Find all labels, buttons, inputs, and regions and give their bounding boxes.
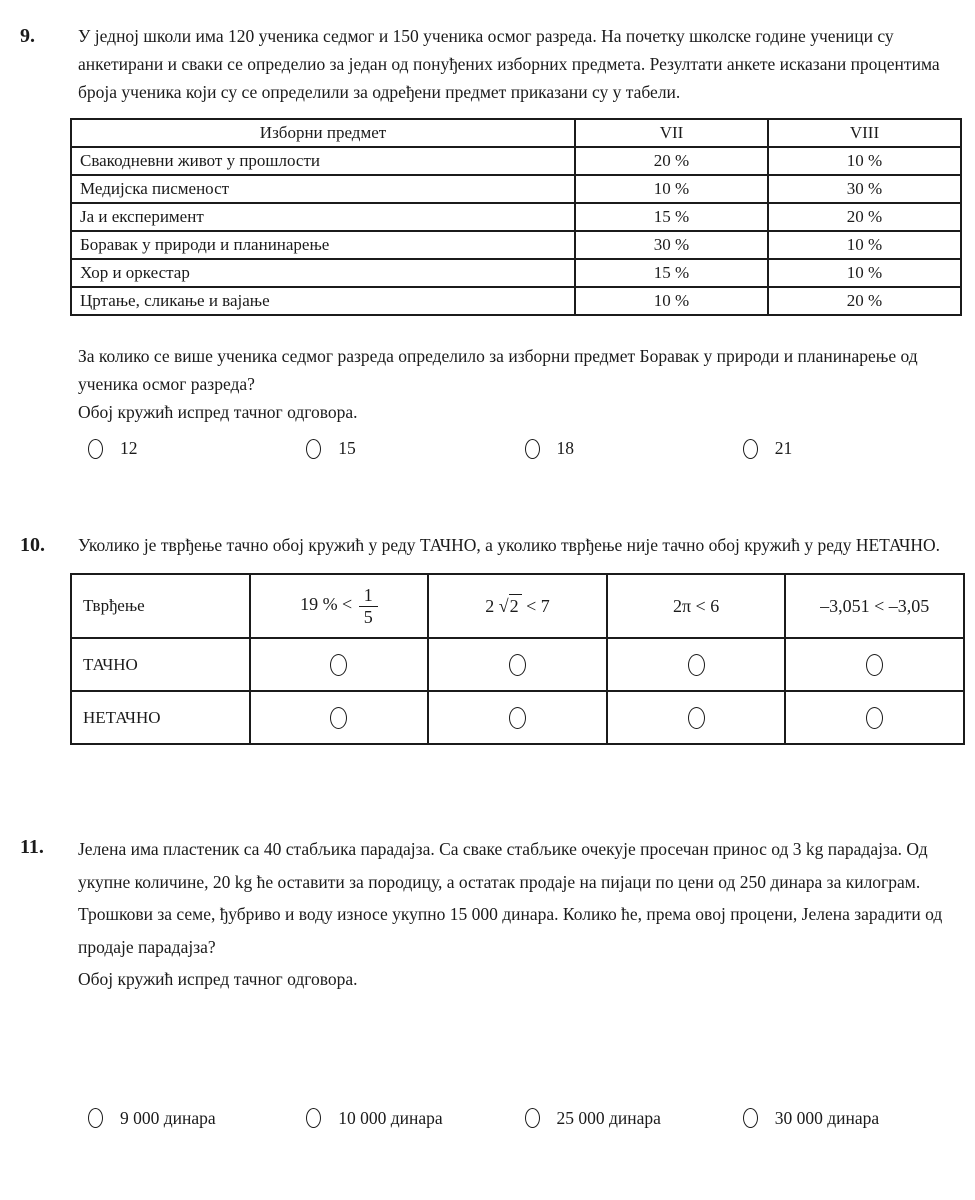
question-9	[0, 22, 975, 459]
question-11-number: 11.	[20, 836, 44, 858]
question-10	[0, 531, 975, 745]
claim-radio-false-4[interactable]	[866, 707, 883, 729]
question-9-option-4[interactable]	[743, 438, 961, 459]
option-label: 30 000 динара	[774, 1107, 880, 1128]
claims-corner-label: Тврђење	[71, 574, 250, 638]
question-9-prompt: За колико се више ученика седмог разреда определило за изборни предмет Боравак у природи и планинарење од ученика осмог разреда?	[78, 346, 918, 394]
claim-cell-true-4	[785, 638, 964, 691]
subjects-table-row	[71, 175, 961, 203]
claim-cell-false-4	[785, 691, 964, 744]
option-label: 12	[120, 438, 138, 458]
claims-true-row	[71, 638, 964, 691]
claim-cell-false-1	[250, 691, 429, 744]
claim-radio-true-4[interactable]	[866, 654, 883, 676]
subjects-header-grade7: VII	[575, 119, 768, 147]
grade7-percent: 10 %	[575, 175, 768, 203]
grade8-percent: 10 %	[768, 259, 961, 287]
question-9-text: У једној школи има 120 ученика седмог и 150 ученика осмог разреда. На почетку школске године ученици су анкетирани и сваки се определио за један од понуђених изборних предмета. Резултати анкете исказани процентима броја ученика који су се определили за одређени предмет приказани су у табели.	[78, 26, 940, 102]
option-label: 15	[338, 438, 356, 458]
grade7-percent: 20 %	[575, 147, 768, 175]
subject-name: Ја и експеримент	[71, 203, 575, 231]
grade7-percent: 30 %	[575, 231, 768, 259]
claim-statement-3: 2π < 6	[607, 574, 786, 638]
question-11-option-4[interactable]	[743, 1108, 961, 1129]
option-label: 21	[774, 438, 793, 458]
claim-cell-true-3	[607, 638, 786, 691]
row-label-netacno: НЕТАЧНО	[71, 691, 250, 744]
subject-name: Медијска писменост	[71, 175, 575, 203]
claims-false-row	[71, 691, 964, 744]
option-label: 18	[556, 438, 574, 458]
question-9-instruction: Обој кружић испред тачног одговора.	[78, 402, 358, 422]
claim-cell-true-2	[428, 638, 607, 691]
claim-statement-2: 2 √2 < 7	[428, 574, 607, 638]
claims-header-row	[71, 574, 964, 638]
subject-name: Боравак у природи и планинарење	[71, 231, 575, 259]
subject-name: Цртање, сликање и вајање	[71, 287, 575, 315]
fraction	[359, 585, 378, 626]
radicand: 2	[509, 594, 522, 616]
claim-cell-false-2	[428, 691, 607, 744]
claim-cell-false-3	[607, 691, 786, 744]
subject-name: Хор и оркестар	[71, 259, 575, 287]
question-11-option-1[interactable]	[88, 1108, 306, 1129]
question-11-option-2[interactable]	[306, 1108, 524, 1129]
question-9-option-2[interactable]	[306, 438, 524, 459]
claim-radio-true-3[interactable]	[688, 654, 705, 676]
radio-circle[interactable]	[88, 1108, 103, 1128]
question-11-text: Јелена има пластеник са 40 стабљика парадајза. Са сваке стабљике очекује просечан принос од 3 kg парадајза. Од укупне количине, 20 kg ће оставити за породицу, а остатак продаје на пијаци по цени од 250 динара за килограм. Трошкови за семе, ђубриво и воду износе укупно 15 000 динара. Колико ће, према овој процени, Јелена зарадити од продаје парадајза?	[78, 839, 943, 957]
fraction-numerator: 1	[359, 585, 378, 606]
option-label: 25 000 динара	[556, 1107, 661, 1128]
grade8-percent: 10 %	[768, 231, 961, 259]
grade8-percent: 10 %	[768, 147, 961, 175]
subjects-table-row	[71, 231, 961, 259]
grade7-percent: 15 %	[575, 203, 768, 231]
claim-radio-false-2[interactable]	[509, 707, 526, 729]
radio-circle[interactable]	[525, 1108, 540, 1128]
grade8-percent: 20 %	[768, 287, 961, 315]
subjects-header-subject: Изборни предмет	[71, 119, 575, 147]
grade7-percent: 15 %	[575, 259, 768, 287]
fraction-denominator: 5	[363, 606, 373, 627]
square-root: √2	[499, 594, 522, 616]
grade7-percent: 10 %	[575, 287, 768, 315]
radio-circle[interactable]	[88, 439, 103, 459]
option-label: 9 000 динара	[120, 1107, 216, 1128]
question-9-option-1[interactable]	[88, 438, 306, 459]
claim-radio-false-3[interactable]	[688, 707, 705, 729]
question-11-option-3[interactable]	[525, 1108, 743, 1129]
grade8-percent: 30 %	[768, 175, 961, 203]
claim-radio-false-1[interactable]	[330, 707, 347, 729]
subjects-table-row	[71, 287, 961, 315]
radio-circle[interactable]	[306, 439, 321, 459]
radio-circle[interactable]	[306, 1108, 321, 1128]
question-9-options	[88, 438, 961, 459]
subjects-header-grade8: VIII	[768, 119, 961, 147]
subjects-table	[70, 118, 962, 316]
radio-circle[interactable]	[525, 439, 540, 459]
radio-circle[interactable]	[743, 1108, 758, 1128]
claims-table	[70, 573, 965, 745]
option-label: 10 000 динара	[338, 1107, 443, 1128]
question-9-option-3[interactable]	[525, 438, 743, 459]
subjects-table-header-row	[71, 119, 961, 147]
question-10-text: Уколико је тврђење тачно обој кружић у реду ТАЧНО, а уколико тврђење није тачно обој кружић у реду НЕТАЧНО.	[78, 535, 940, 555]
subjects-table-row	[71, 147, 961, 175]
claim-statement-4: –3,051 < –3,05	[785, 574, 964, 638]
question-10-number: 10.	[20, 534, 45, 556]
claim-radio-true-1[interactable]	[330, 654, 347, 676]
question-11-options	[88, 1108, 961, 1129]
grade8-percent: 20 %	[768, 203, 961, 231]
subjects-table-row	[71, 259, 961, 287]
claim-cell-true-1	[250, 638, 429, 691]
claim-radio-true-2[interactable]	[509, 654, 526, 676]
question-11-instruction: Обој кружић испред тачног одговора.	[78, 969, 358, 989]
subjects-table-row	[71, 203, 961, 231]
claim-statement-1: 19 % < $\frac{1}{5}$	[250, 574, 429, 638]
question-11	[0, 833, 975, 1129]
row-label-tacno: ТАЧНО	[71, 638, 250, 691]
subject-name: Свакодневни живот у прошлости	[71, 147, 575, 175]
question-9-number: 9.	[20, 25, 35, 47]
radio-circle[interactable]	[743, 439, 758, 459]
